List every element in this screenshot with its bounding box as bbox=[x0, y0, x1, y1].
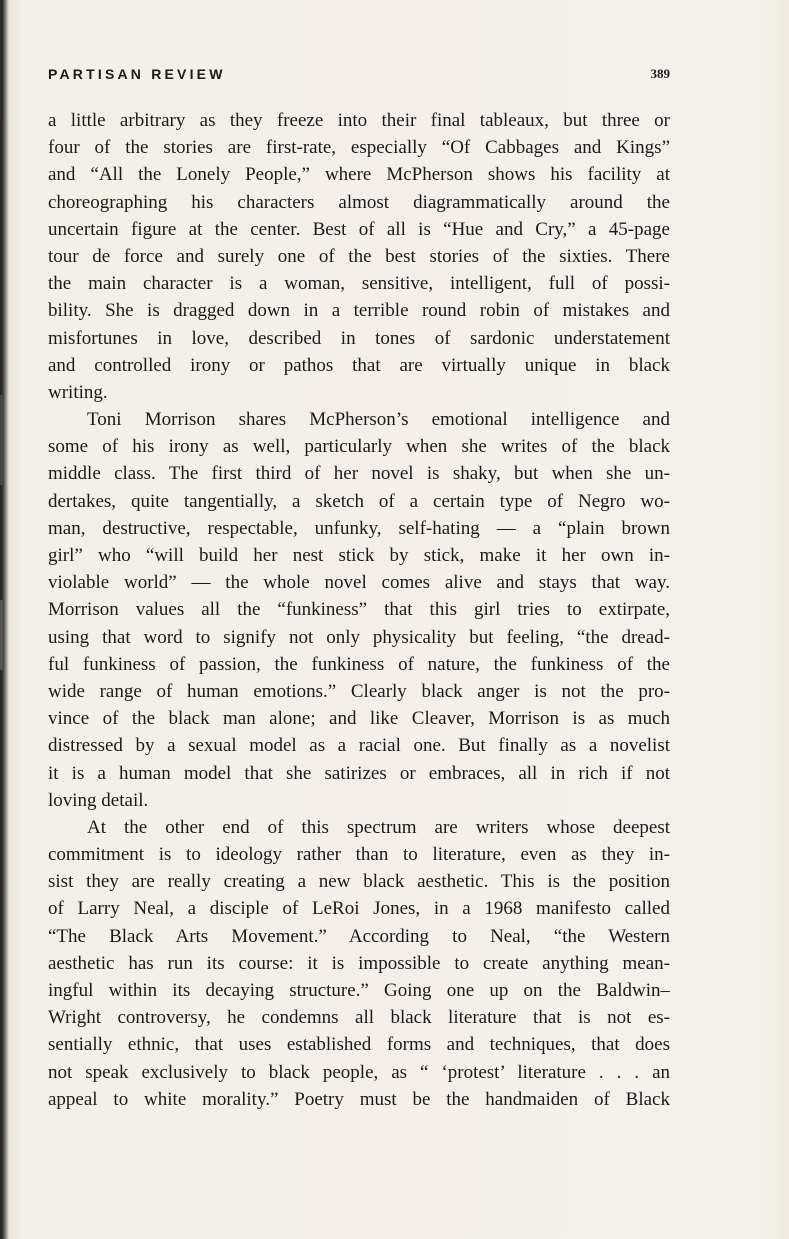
text-line: wide range of human emotions.” Clearly black anger is not the pro- bbox=[48, 680, 670, 702]
text-line: sentially ethnic, that uses established forms and techniques, that does bbox=[48, 1034, 670, 1056]
text-line: vince of the black man alone; and like Cleaver, Morrison is as much bbox=[48, 708, 670, 730]
text-line: commitment is to ideology rather than to literature, even as they in- bbox=[48, 844, 670, 866]
text-line: violable world” — the whole novel comes alive and stays that way. bbox=[48, 572, 670, 594]
text-line: and controlled irony or pathos that are virtually unique in black bbox=[48, 354, 670, 376]
text-line: using that word to signify not only physicality but feeling, “the dread- bbox=[48, 626, 670, 648]
text-line: and “All the Lonely People,” where McPherson shows his facility at bbox=[48, 164, 670, 186]
text-line: a little arbitrary as they freeze into their final tableaux, but three or bbox=[48, 110, 670, 131]
page-number: 389 bbox=[650, 66, 670, 81]
text-line: not speak exclusively to black people, as “ ‘protest’ literature . . . an bbox=[48, 1061, 670, 1083]
text-line: some of his irony as well, particularly when she writes of the black bbox=[48, 436, 670, 458]
text-line: choreographing his characters almost diagrammatically around the bbox=[48, 191, 670, 213]
body-text bbox=[48, 107, 670, 1113]
text-line: “The Black Arts Movement.” According to Neal, “the Western bbox=[48, 925, 670, 947]
text-line: Morrison values all the “funkiness” that this girl tries to extirpate, bbox=[48, 599, 670, 621]
paragraph bbox=[48, 406, 670, 814]
text-line: dertakes, quite tangentially, a sketch of a certain type of Negro wo- bbox=[48, 490, 670, 512]
text-line: At the other end of this spectrum are writers whose deepest bbox=[87, 816, 670, 838]
text-line: distressed by a sexual model as a racial one. But finally as a novelist bbox=[48, 735, 670, 757]
text-line: loving detail. bbox=[48, 789, 149, 811]
text-line: sist they are really creating a new black aesthetic. This is the position bbox=[48, 871, 670, 893]
text-line: aesthetic has run its course: it is impossible to create anything mean- bbox=[48, 952, 670, 974]
text-line: the main character is a woman, sensitive, intelligent, full of possi- bbox=[48, 273, 670, 295]
text-line: tour de force and surely one of the best stories of the sixties. There bbox=[48, 245, 670, 267]
journal-title: PARTISAN REVIEW bbox=[48, 66, 226, 82]
binding-shadow bbox=[0, 395, 3, 485]
text-line: of Larry Neal, a disciple of LeRoi Jones, in a 1968 manifesto called bbox=[48, 898, 670, 920]
running-head bbox=[48, 64, 670, 84]
text-line: bility. She is dragged down in a terrible round robin of mistakes and bbox=[48, 300, 670, 322]
text-line: girl” who “will build her nest stick by stick, make it her own in- bbox=[48, 545, 670, 566]
text-line: writing. bbox=[48, 381, 108, 403]
text-line: it is a human model that she satirizes or embraces, all in rich if not bbox=[48, 762, 670, 784]
text-line: Toni Morrison shares McPherson’s emotional intelligence and bbox=[87, 409, 670, 431]
text-line: appeal to white morality.” Poetry must be the handmaiden of Black bbox=[48, 1088, 670, 1110]
paragraph bbox=[48, 107, 670, 406]
text-line: misfortunes in love, described in tones of sardonic understatement bbox=[48, 327, 670, 349]
paragraph bbox=[48, 814, 670, 1113]
text-line: uncertain figure at the center. Best of all is “Hue and Cry,” a 45-page bbox=[48, 218, 670, 240]
text-line: Wright controversy, he condemns all black literature that is not es- bbox=[48, 1007, 670, 1029]
text-line: middle class. The first third of her novel is shaky, but when she un- bbox=[48, 463, 670, 485]
text-line: four of the stories are first-rate, especially “Of Cabbages and Kings” bbox=[48, 137, 670, 159]
text-line: man, destructive, respectable, unfunky, self-hating — a “plain brown bbox=[48, 517, 670, 539]
text-line: ful funkiness of passion, the funkiness of nature, the funkiness of the bbox=[48, 653, 670, 675]
binding-shadow bbox=[0, 0, 3, 120]
text-line: ingful within its decaying structure.” Going one up on the Baldwin– bbox=[48, 980, 670, 1001]
binding-shadow bbox=[0, 600, 3, 670]
